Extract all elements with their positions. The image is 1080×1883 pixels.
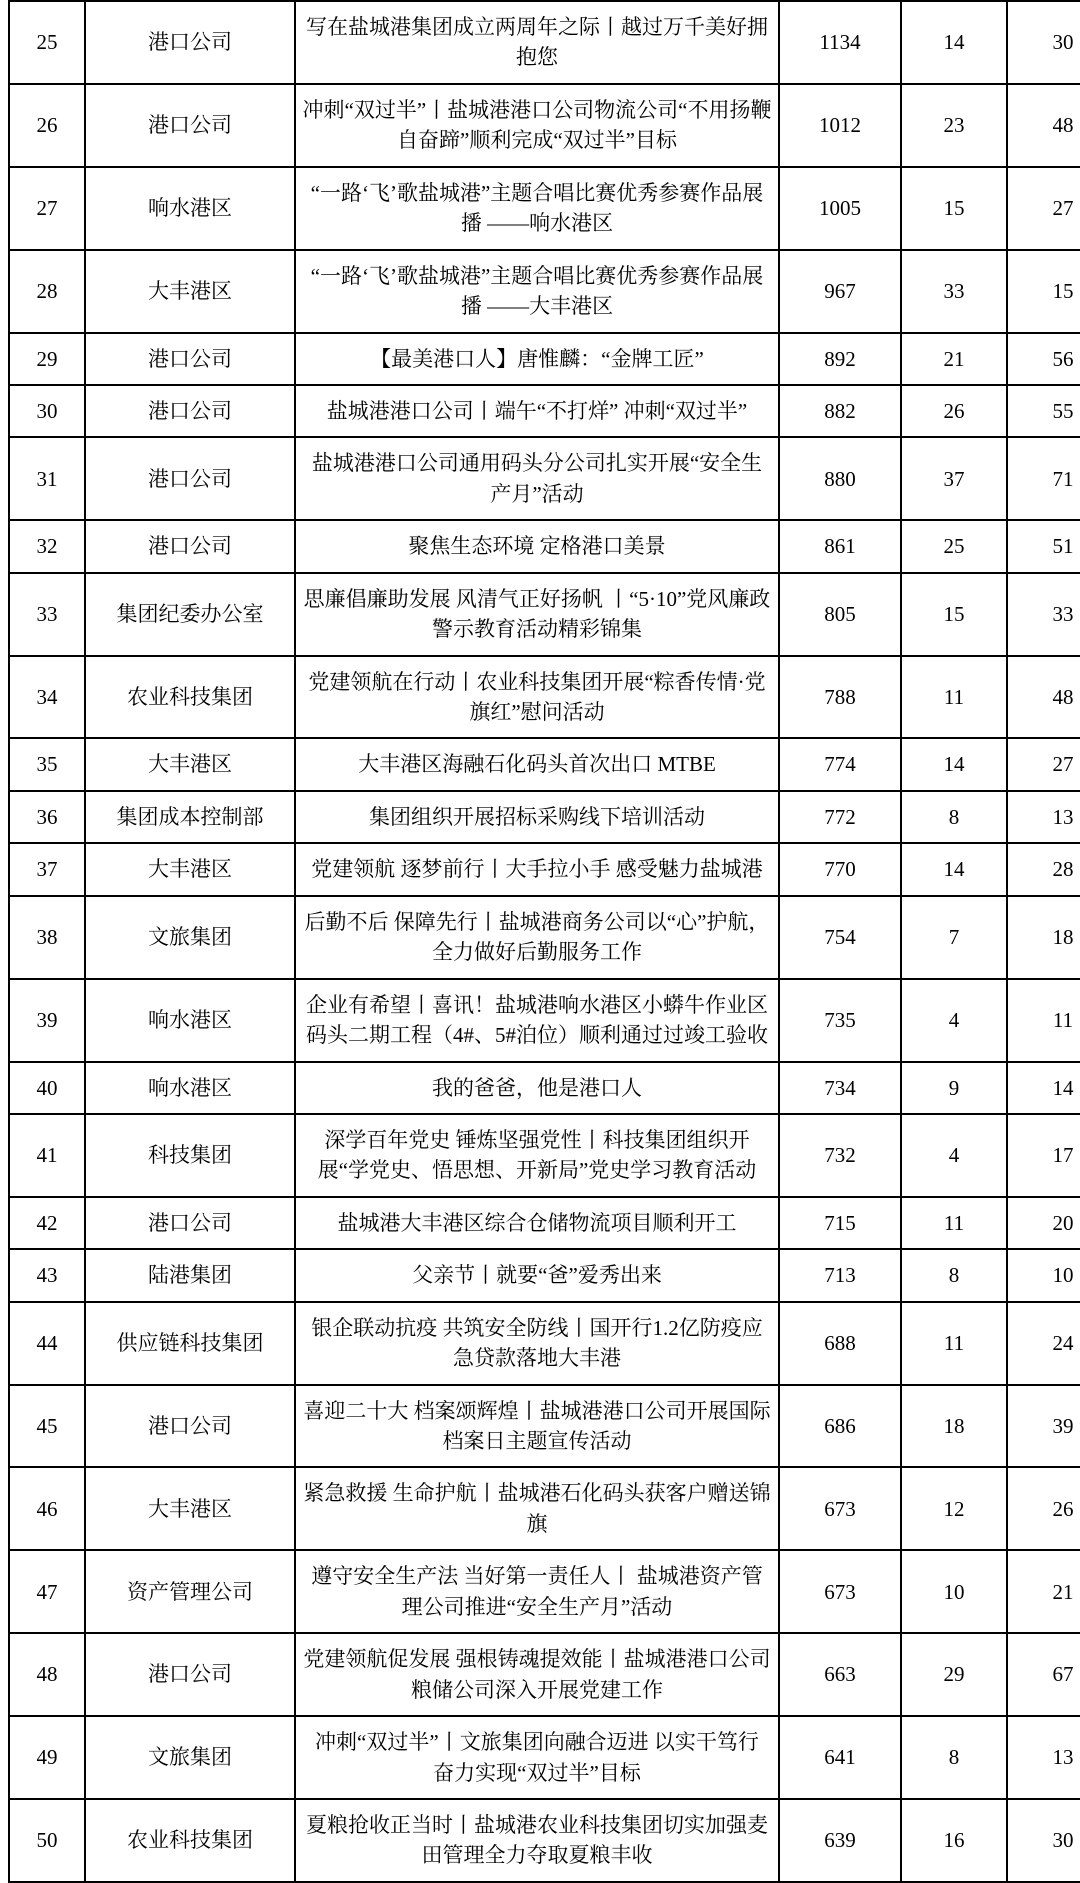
cell-reads: 880 xyxy=(779,437,901,520)
cell-shares: 71 xyxy=(1007,437,1080,520)
cell-reads: 673 xyxy=(779,1550,901,1633)
cell-reads: 715 xyxy=(779,1197,901,1249)
cell-rank: 43 xyxy=(9,1249,85,1301)
cell-rank: 33 xyxy=(9,573,85,656)
cell-reads: 673 xyxy=(779,1467,901,1550)
cell-title: 冲刺“双过半”丨文旅集团向融合迈进 以实干笃行 奋力实现“双过半”目标 xyxy=(295,1716,779,1799)
cell-unit: 陆港集团 xyxy=(85,1249,295,1301)
cell-likes: 8 xyxy=(901,1249,1007,1301)
cell-likes: 16 xyxy=(901,1799,1007,1882)
cell-title: 后勤不后 保障先行丨盐城港商务公司以“心”护航，全力做好后勤服务工作 xyxy=(295,896,779,979)
cell-shares: 33 xyxy=(1007,573,1080,656)
cell-shares: 27 xyxy=(1007,167,1080,250)
table-row xyxy=(9,84,1080,167)
table-row xyxy=(9,520,1080,572)
cell-title: 深学百年党史 锤炼坚强党性丨科技集团组织开展“学党史、悟思想、开新局”党史学习教育活动 xyxy=(295,1114,779,1197)
cell-reads: 1005 xyxy=(779,167,901,250)
cell-unit: 港口公司 xyxy=(85,1633,295,1716)
cell-rank: 49 xyxy=(9,1716,85,1799)
cell-reads: 1012 xyxy=(779,84,901,167)
cell-unit: 资产管理公司 xyxy=(85,1550,295,1633)
table-row xyxy=(9,1197,1080,1249)
article-ranking-table xyxy=(8,0,1080,1883)
cell-title: 盐城港港口公司丨端午“不打烊” 冲刺“双过半” xyxy=(295,385,779,437)
table-row xyxy=(9,1062,1080,1114)
cell-reads: 754 xyxy=(779,896,901,979)
cell-title: 党建领航 逐梦前行丨大手拉小手 感受魅力盐城港 xyxy=(295,843,779,895)
table-row xyxy=(9,385,1080,437)
cell-unit: 响水港区 xyxy=(85,167,295,250)
cell-likes: 23 xyxy=(901,84,1007,167)
cell-shares: 27 xyxy=(1007,738,1080,790)
cell-unit: 港口公司 xyxy=(85,385,295,437)
cell-unit: 响水港区 xyxy=(85,1062,295,1114)
cell-rank: 26 xyxy=(9,84,85,167)
cell-title: 父亲节丨就要“爸”爱秀出来 xyxy=(295,1249,779,1301)
cell-title: 冲刺“双过半”丨盐城港港口公司物流公司“不用扬鞭自奋蹄”顺利完成“双过半”目标 xyxy=(295,84,779,167)
cell-shares: 30 xyxy=(1007,1799,1080,1882)
cell-rank: 38 xyxy=(9,896,85,979)
cell-rank: 32 xyxy=(9,520,85,572)
cell-reads: 1134 xyxy=(779,1,901,84)
cell-shares: 30 xyxy=(1007,1,1080,84)
cell-likes: 14 xyxy=(901,738,1007,790)
cell-likes: 8 xyxy=(901,791,1007,843)
cell-title: 企业有希望丨喜讯！盐城港响水港区小蟒牛作业区码头二期工程（4#、5#泊位）顺利通过过竣工验收 xyxy=(295,979,779,1062)
table-row xyxy=(9,1633,1080,1716)
cell-rank: 37 xyxy=(9,843,85,895)
cell-likes: 4 xyxy=(901,1114,1007,1197)
cell-likes: 11 xyxy=(901,1302,1007,1385)
cell-rank: 47 xyxy=(9,1550,85,1633)
cell-rank: 44 xyxy=(9,1302,85,1385)
cell-shares: 67 xyxy=(1007,1633,1080,1716)
cell-unit: 文旅集团 xyxy=(85,896,295,979)
table-row xyxy=(9,1467,1080,1550)
cell-likes: 25 xyxy=(901,520,1007,572)
cell-title: 集团组织开展招标采购线下培训活动 xyxy=(295,791,779,843)
cell-title: 夏粮抢收正当时丨盐城港农业科技集团切实加强麦田管理全力夺取夏粮丰收 xyxy=(295,1799,779,1882)
table-row xyxy=(9,843,1080,895)
cell-shares: 10 xyxy=(1007,1249,1080,1301)
cell-title: 喜迎二十大 档案颂辉煌丨盐城港港口公司开展国际档案日主题宣传活动 xyxy=(295,1385,779,1468)
cell-likes: 14 xyxy=(901,1,1007,84)
cell-rank: 45 xyxy=(9,1385,85,1468)
table-row xyxy=(9,1,1080,84)
cell-rank: 50 xyxy=(9,1799,85,1882)
cell-unit: 大丰港区 xyxy=(85,738,295,790)
cell-reads: 686 xyxy=(779,1385,901,1468)
table-body xyxy=(9,1,1080,1882)
cell-likes: 15 xyxy=(901,167,1007,250)
cell-title: 大丰港区海融石化码头首次出口 MTBE xyxy=(295,738,779,790)
cell-shares: 48 xyxy=(1007,84,1080,167)
cell-likes: 10 xyxy=(901,1550,1007,1633)
cell-shares: 26 xyxy=(1007,1467,1080,1550)
cell-shares: 51 xyxy=(1007,520,1080,572)
cell-shares: 11 xyxy=(1007,979,1080,1062)
cell-rank: 31 xyxy=(9,437,85,520)
table-row xyxy=(9,573,1080,656)
cell-likes: 15 xyxy=(901,573,1007,656)
cell-title: 银企联动抗疫 共筑安全防线丨国开行1.2亿防疫应急贷款落地大丰港 xyxy=(295,1302,779,1385)
cell-unit: 集团成本控制部 xyxy=(85,791,295,843)
cell-rank: 30 xyxy=(9,385,85,437)
cell-reads: 805 xyxy=(779,573,901,656)
cell-unit: 科技集团 xyxy=(85,1114,295,1197)
cell-shares: 21 xyxy=(1007,1550,1080,1633)
table-row xyxy=(9,437,1080,520)
cell-rank: 42 xyxy=(9,1197,85,1249)
cell-title: “一路‘飞’歌盐城港”主题合唱比赛优秀参赛作品展播 ——大丰港区 xyxy=(295,250,779,333)
cell-unit: 大丰港区 xyxy=(85,843,295,895)
table-row xyxy=(9,250,1080,333)
cell-rank: 48 xyxy=(9,1633,85,1716)
cell-rank: 25 xyxy=(9,1,85,84)
cell-title: 党建领航促发展 强根铸魂提效能丨盐城港港口公司粮储公司深入开展党建工作 xyxy=(295,1633,779,1716)
cell-rank: 36 xyxy=(9,791,85,843)
cell-unit: 大丰港区 xyxy=(85,1467,295,1550)
cell-reads: 774 xyxy=(779,738,901,790)
cell-likes: 21 xyxy=(901,333,1007,385)
cell-likes: 9 xyxy=(901,1062,1007,1114)
cell-title: 我的爸爸，他是港口人 xyxy=(295,1062,779,1114)
table-row xyxy=(9,1114,1080,1197)
cell-shares: 56 xyxy=(1007,333,1080,385)
table-row xyxy=(9,979,1080,1062)
cell-shares: 20 xyxy=(1007,1197,1080,1249)
cell-title: “一路‘飞’歌盐城港”主题合唱比赛优秀参赛作品展播 ——响水港区 xyxy=(295,167,779,250)
cell-reads: 732 xyxy=(779,1114,901,1197)
table-row xyxy=(9,738,1080,790)
table-row xyxy=(9,656,1080,739)
cell-title: 盐城港大丰港区综合仓储物流项目顺利开工 xyxy=(295,1197,779,1249)
cell-likes: 11 xyxy=(901,656,1007,739)
table-row xyxy=(9,791,1080,843)
cell-reads: 770 xyxy=(779,843,901,895)
cell-reads: 772 xyxy=(779,791,901,843)
cell-reads: 882 xyxy=(779,385,901,437)
cell-title: 思廉倡廉助发展 风清气正好扬帆 丨“5·10”党风廉政警示教育活动精彩锦集 xyxy=(295,573,779,656)
cell-shares: 13 xyxy=(1007,1716,1080,1799)
cell-shares: 17 xyxy=(1007,1114,1080,1197)
cell-unit: 文旅集团 xyxy=(85,1716,295,1799)
cell-shares: 14 xyxy=(1007,1062,1080,1114)
cell-shares: 48 xyxy=(1007,656,1080,739)
cell-likes: 33 xyxy=(901,250,1007,333)
cell-title: 写在盐城港集团成立两周年之际丨越过万千美好拥抱您 xyxy=(295,1,779,84)
cell-unit: 港口公司 xyxy=(85,333,295,385)
cell-unit: 农业科技集团 xyxy=(85,1799,295,1882)
table-row xyxy=(9,1550,1080,1633)
cell-likes: 7 xyxy=(901,896,1007,979)
cell-rank: 34 xyxy=(9,656,85,739)
cell-shares: 28 xyxy=(1007,843,1080,895)
cell-likes: 26 xyxy=(901,385,1007,437)
cell-shares: 18 xyxy=(1007,896,1080,979)
cell-unit: 港口公司 xyxy=(85,1385,295,1468)
cell-rank: 35 xyxy=(9,738,85,790)
table-row xyxy=(9,1716,1080,1799)
table-row xyxy=(9,896,1080,979)
cell-reads: 788 xyxy=(779,656,901,739)
cell-rank: 40 xyxy=(9,1062,85,1114)
cell-reads: 967 xyxy=(779,250,901,333)
cell-likes: 8 xyxy=(901,1716,1007,1799)
cell-shares: 24 xyxy=(1007,1302,1080,1385)
cell-likes: 11 xyxy=(901,1197,1007,1249)
cell-likes: 4 xyxy=(901,979,1007,1062)
cell-reads: 861 xyxy=(779,520,901,572)
cell-unit: 港口公司 xyxy=(85,437,295,520)
cell-likes: 18 xyxy=(901,1385,1007,1468)
table-row xyxy=(9,1302,1080,1385)
table-row xyxy=(9,333,1080,385)
cell-shares: 15 xyxy=(1007,250,1080,333)
cell-unit: 供应链科技集团 xyxy=(85,1302,295,1385)
cell-title: 遵守安全生产法 当好第一责任人丨 盐城港资产管理公司推进“安全生产月”活动 xyxy=(295,1550,779,1633)
table-row xyxy=(9,167,1080,250)
cell-reads: 734 xyxy=(779,1062,901,1114)
cell-unit: 大丰港区 xyxy=(85,250,295,333)
cell-unit: 港口公司 xyxy=(85,520,295,572)
cell-rank: 41 xyxy=(9,1114,85,1197)
cell-reads: 641 xyxy=(779,1716,901,1799)
cell-unit: 农业科技集团 xyxy=(85,656,295,739)
cell-reads: 735 xyxy=(779,979,901,1062)
table-row xyxy=(9,1799,1080,1882)
cell-likes: 37 xyxy=(901,437,1007,520)
cell-title: 紧急救援 生命护航丨盐城港石化码头获客户赠送锦旗 xyxy=(295,1467,779,1550)
cell-title: 盐城港港口公司通用码头分公司扎实开展“安全生产月”活动 xyxy=(295,437,779,520)
cell-unit: 港口公司 xyxy=(85,84,295,167)
cell-likes: 12 xyxy=(901,1467,1007,1550)
cell-rank: 29 xyxy=(9,333,85,385)
cell-unit: 响水港区 xyxy=(85,979,295,1062)
cell-shares: 13 xyxy=(1007,791,1080,843)
cell-reads: 892 xyxy=(779,333,901,385)
cell-shares: 55 xyxy=(1007,385,1080,437)
cell-reads: 688 xyxy=(779,1302,901,1385)
cell-title: 【最美港口人】唐惟麟：“金牌工匠” xyxy=(295,333,779,385)
cell-unit: 港口公司 xyxy=(85,1197,295,1249)
cell-likes: 14 xyxy=(901,843,1007,895)
cell-rank: 39 xyxy=(9,979,85,1062)
cell-rank: 28 xyxy=(9,250,85,333)
cell-rank: 46 xyxy=(9,1467,85,1550)
cell-likes: 29 xyxy=(901,1633,1007,1716)
cell-rank: 27 xyxy=(9,167,85,250)
cell-title: 聚焦生态环境 定格港口美景 xyxy=(295,520,779,572)
cell-shares: 39 xyxy=(1007,1385,1080,1468)
cell-title: 党建领航在行动丨农业科技集团开展“粽香传情·党旗红”慰问活动 xyxy=(295,656,779,739)
cell-reads: 639 xyxy=(779,1799,901,1882)
cell-unit: 港口公司 xyxy=(85,1,295,84)
cell-unit: 集团纪委办公室 xyxy=(85,573,295,656)
table-row xyxy=(9,1249,1080,1301)
cell-reads: 663 xyxy=(779,1633,901,1716)
cell-reads: 713 xyxy=(779,1249,901,1301)
table-row xyxy=(9,1385,1080,1468)
